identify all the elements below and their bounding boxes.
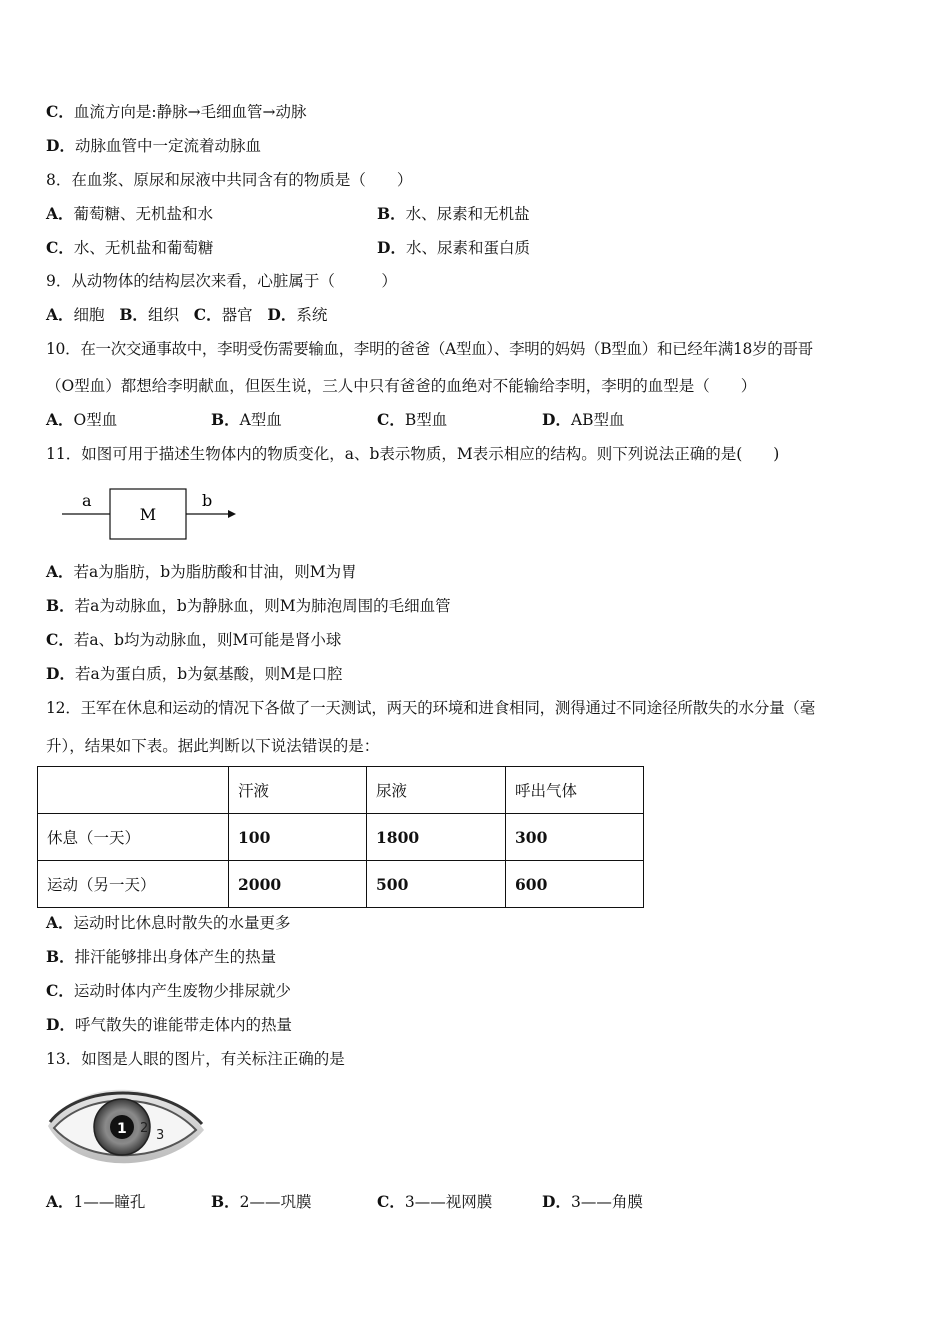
q10-option-b: B．A型血 [211, 410, 282, 429]
q10-option-c: C．B型血 [377, 410, 448, 429]
table-row [38, 861, 644, 908]
q13-option-a: A．1——瞳孔 [46, 1192, 146, 1211]
table-header-row [38, 767, 644, 814]
q11-option-c: C．若a、b均为动脉血，则M可能是肾小球 [46, 630, 342, 649]
q11-option-a: A．若a为脂肪，b为脂肪酸和甘油，则M为胃 [46, 562, 357, 581]
q10-option-a: A．O型血 [46, 410, 118, 429]
table-header-cell: 汗液 [229, 767, 367, 814]
q12-stem-line2: 升），结果如下表。据此判断以下说法错误的是： [46, 737, 380, 755]
q12-stem-line1: 12．王军在休息和运动的情况下各做了一天测试，两天的环境和进食相同，测得通过不同途径所散失的水分量（毫 [46, 699, 816, 717]
table-cell: 600 [506, 861, 644, 908]
q7-option-d: D．动脉血管中一定流着动脉血 [46, 136, 261, 155]
eye-label-1: 1 [117, 1121, 127, 1137]
output-arrowhead [228, 510, 236, 518]
q7-option-c: C．血流方向是:静脉→毛细血管→动脉 [46, 102, 307, 121]
eye-label-3: 3 [156, 1128, 165, 1143]
table-cell: 1800 [367, 814, 506, 861]
q13-option-b: B．2——巩膜 [211, 1192, 312, 1211]
eye-label-2: 2 [140, 1121, 149, 1136]
q10-option-d: D．AB型血 [542, 410, 625, 429]
q9-options: A．细胞 B．组织 C．器官 D．系统 [46, 305, 328, 324]
q12-option-b: B．排汗能够排出身体产生的热量 [46, 947, 277, 966]
q12-option-d: D．呼气散失的谁能带走体内的热量 [46, 1015, 292, 1034]
q11-option-d: D．若a为蛋白质，b为氨基酸，则M是口腔 [46, 664, 343, 683]
q10-stem-line1: 10．在一次交通事故中，李明受伤需要输血，李明的爸爸（A型血）、李明的妈妈（B型血）和已经年满18岁的哥哥 [46, 340, 813, 358]
q12-option-a: A．运动时比休息时散失的水量更多 [46, 913, 291, 932]
table-row [38, 814, 644, 861]
table-cell: 2000 [229, 861, 367, 908]
output-label: b [202, 491, 213, 510]
q13-stem: 13．如图是人眼的图片，有关标注正确的是 [46, 1050, 345, 1068]
q13-option-d: D．3——角膜 [542, 1192, 643, 1211]
water-loss-table [37, 766, 644, 908]
eye-image [46, 1084, 206, 1170]
table-cell: 500 [367, 861, 506, 908]
q8-option-c: C．水、无机盐和葡萄糖 [46, 238, 214, 257]
q11-option-b: B．若a为动脉血，b为静脉血，则M为肺泡周围的毛细血管 [46, 596, 451, 615]
table-header-cell: 尿液 [367, 767, 506, 814]
box-label: M [139, 505, 157, 524]
q8-option-d: D．水、尿素和蛋白质 [377, 238, 530, 257]
q13-option-c: C．3——视网膜 [377, 1192, 493, 1211]
process-diagram [62, 486, 242, 542]
table-cell: 100 [229, 814, 367, 861]
table-header-cell: 呼出气体 [506, 767, 644, 814]
q8-option-b: B．水、尿素和无机盐 [377, 204, 530, 223]
q8-stem: 8．在血浆、原尿和尿液中共同含有的物质是（ ） [46, 171, 413, 189]
table-cell: 300 [506, 814, 644, 861]
q11-stem: 11．如图可用于描述生物体内的物质变化，a、b表示物质，M表示相应的结构。则下列说法正确的是( ) [46, 445, 780, 463]
q12-option-c: C．运动时体内产生废物少排尿就少 [46, 981, 291, 1000]
q8-option-a: A．葡萄糖、无机盐和水 [46, 204, 214, 223]
table-header-cell [38, 767, 229, 814]
q9-stem: 9．从动物体的结构层次来看，心脏属于（ ） [46, 272, 397, 290]
input-label: a [82, 491, 92, 510]
table-cell: 休息（一天） [38, 814, 229, 861]
q10-stem-line2: （O型血）都想给李明献血，但医生说，三人中只有爸爸的血绝对不能输给李明，李明的血型是（ ） [46, 377, 757, 395]
table-cell: 运动（另一天） [38, 861, 229, 908]
